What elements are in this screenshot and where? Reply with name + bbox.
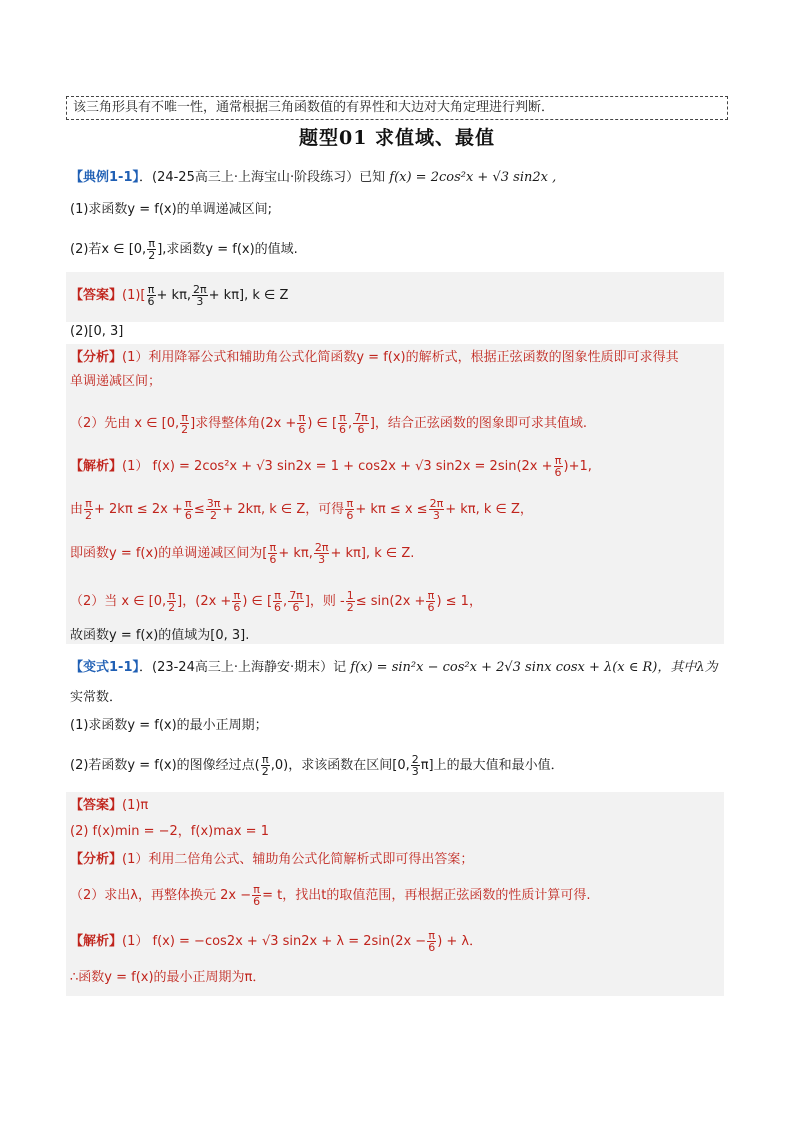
fraction: $\frac{\pi}{2}$ bbox=[85, 497, 93, 522]
analysis-2-tag: 【分析】 bbox=[70, 852, 123, 867]
q2-prefix: (2)若x ∈ [0, bbox=[70, 242, 147, 257]
example-2-statement: 【变式1-1】．(23-24高三上·上海静安·期末）记 f(x) = sin²x − cos²x + 2√3 sinx cosx + λ(x ∈ R)，其中λ为 bbox=[70, 660, 718, 675]
analysis-1-tag: 【分析】 bbox=[70, 350, 123, 365]
solution-1-tag: 【解析】 bbox=[70, 459, 123, 474]
fraction: $\frac{\pi}{2}$ bbox=[261, 753, 269, 778]
fraction: $\frac{\pi}{6}$ bbox=[147, 283, 155, 308]
fraction: $\frac{\pi}{2}$ bbox=[148, 237, 156, 262]
solution-1-line-5: 故函数y = f(x)的值域为[0, 3]. bbox=[70, 628, 250, 643]
example-2-question-1: (1)求函数y = f(x)的最小正周期； bbox=[70, 718, 268, 733]
answer-1-part-2: (2)[0, 3] bbox=[70, 324, 124, 339]
solution-2-line-1: 【解析】(1） f(x) = −cos2x + √3 sin2x + λ = 2sin(2x − $\frac{\pi}{6}$ ) + λ． bbox=[70, 929, 483, 954]
analysis-1-line-1: 【分析】(1）利用降幂公式和辅助角公式化简函数y = f(x)的解析式，根据正弦函数的图象性质即可求得其 bbox=[70, 350, 679, 365]
fraction: $\frac{1}{2}$ bbox=[346, 589, 354, 614]
fraction: $\frac{\pi}{6}$ bbox=[274, 589, 282, 614]
section-heading: 题型01 求值域、最值 bbox=[298, 127, 496, 149]
fraction: $\frac{\pi}{6}$ bbox=[346, 497, 354, 522]
fraction: $\frac{\pi}{6}$ bbox=[233, 589, 241, 614]
fraction: $\frac{\pi}{2}$ bbox=[168, 589, 176, 614]
example-1-question-1: (1)求函数y = f(x)的单调递减区间; bbox=[70, 202, 273, 217]
analysis-1-line-2: 单调递减区间； bbox=[70, 374, 162, 389]
fraction: $\frac{\pi}{2}$ bbox=[181, 411, 189, 436]
fraction: $\frac{\pi}{6}$ bbox=[554, 454, 562, 479]
fraction: $\frac{7\pi}{6}$ bbox=[354, 411, 368, 436]
q2-suffix: ],求函数y = f(x)的值域. bbox=[157, 242, 298, 257]
fraction: $\frac{\pi}{6}$ bbox=[298, 411, 306, 436]
example-2-question-2: (2)若函数y = f(x)的图像经过点( $\frac{\pi}{2}$ ,0)，求该函数在区间[0, $\frac{2}{3}$ π]上的最大值和最小值． bbox=[70, 753, 564, 778]
answer-2-tag: 【答案】 bbox=[70, 798, 123, 813]
fraction: $\frac{2\pi}{3}$ bbox=[193, 283, 207, 308]
analysis-2-line-1: 【分析】(1）利用二倍角公式、辅助角公式化简解析式即可得出答案； bbox=[70, 852, 474, 867]
example-2-line-2: 实常数． bbox=[70, 690, 123, 705]
analysis-1-line-3: （2）先由 x ∈ [0, $\frac{\pi}{2}$ ]求得整体角(2x + $\frac{\pi}{6}$ ) ∈ [ $\frac{\pi}{6}$ , $\frac{7\pi}{6}$ ]，结合正弦函数的图象即可求其值域. bbox=[70, 411, 588, 436]
solution-1-line-3: 即函数y = f(x)的单调递减区间为[ $\frac{\pi}{6}$ + kπ, $\frac{2\pi}{3}$ + kπ], k ∈ Z. bbox=[70, 541, 415, 566]
fraction: $\frac{2\pi}{3}$ bbox=[429, 497, 444, 522]
solution-2-line-2: ∴函数y = f(x)的最小正周期为π． bbox=[70, 970, 266, 985]
answer-2-part-2: (2) f(x)min = −2，f(x)max = 1 bbox=[70, 824, 269, 839]
fraction: $\frac{\pi}{6}$ bbox=[427, 589, 435, 614]
analysis-2-line-2: （2）求出λ，再整体换元 2x − $\frac{\pi}{6}$ = t，找出t的取值范围，再根据正弦函数的性质计算可得. bbox=[70, 883, 591, 908]
answer-1-tag: 【答案】 bbox=[70, 288, 123, 303]
example-1-question-2 bbox=[70, 238, 730, 261]
example-1-source: ．(24-25高三上·上海宝山·阶段练习）已知 bbox=[139, 170, 386, 185]
solution-1-line-1: 【解析】(1） f(x) = 2cos²x + √3 sin2x = 1 + cos2x + √3 sin2x = 2sin(2x + $\frac{\pi}{6}$ )+1, bbox=[70, 454, 592, 479]
tip-text: 该三角形具有不唯一性，通常根据三角函数值的有界性和大边对大角定理进行判断． bbox=[73, 100, 555, 115]
fraction: $\frac{\pi}{6}$ bbox=[339, 411, 347, 436]
tip-box bbox=[66, 96, 728, 120]
example-2-formula: f(x) = sin²x − cos²x + 2√3 sinx cosx + λ(x ∈ R)，其中λ为 bbox=[350, 660, 718, 675]
solution-1-line-4: （2）当 x ∈ [0, $\frac{\pi}{2}$ ]，(2x + $\frac{\pi}{6}$ ) ∈ [ $\frac{\pi}{6}$ , $\frac{7\pi}{6}$ ]，则 - $\frac{1}{2}$ ≤ sin(2x + $\frac{\pi}{6}$ ) ≤ 1， bbox=[70, 589, 482, 614]
fraction: $\frac{\pi}{6}$ bbox=[428, 929, 436, 954]
fraction: $\frac{\pi}{6}$ bbox=[269, 541, 277, 566]
solution-1-line-2: 由 $\frac{\pi}{2}$ + 2kπ ≤ 2x + $\frac{\pi}{6}$ ≤ $\frac{3\pi}{2}$ + 2kπ, k ∈ Z，可得 $\frac{\pi}{6}$ + kπ ≤ x ≤ $\frac{2\pi}{3}$ + kπ, k ∈ Z， bbox=[70, 497, 533, 522]
fraction: $\frac{2\pi}{3}$ bbox=[314, 541, 329, 566]
answer-1-part-1: 【答案】(1)[ $\frac{\pi}{6}$ + kπ, $\frac{2\pi}{3}$ + kπ], k ∈ Z bbox=[70, 283, 289, 308]
fraction: $\frac{\pi}{6}$ bbox=[184, 497, 192, 522]
solution-2-tag: 【解析】 bbox=[70, 934, 123, 949]
example-2-tag: 【变式1-1】 bbox=[70, 660, 139, 675]
fraction: $\frac{3\pi}{2}$ bbox=[206, 497, 221, 522]
example-1-tag: 【典例1-1】 bbox=[70, 170, 139, 185]
fraction: $\frac{2}{3}$ bbox=[411, 753, 419, 778]
example-1-statement bbox=[70, 168, 730, 188]
fraction: $\frac{7\pi}{6}$ bbox=[289, 589, 303, 614]
fraction: $\frac{\pi}{6}$ bbox=[253, 883, 261, 908]
answer-2-part-1: 【答案】(1)π bbox=[70, 798, 149, 813]
example-1-formula: f(x) = 2cos²x + √3 sin2x , bbox=[389, 170, 557, 185]
